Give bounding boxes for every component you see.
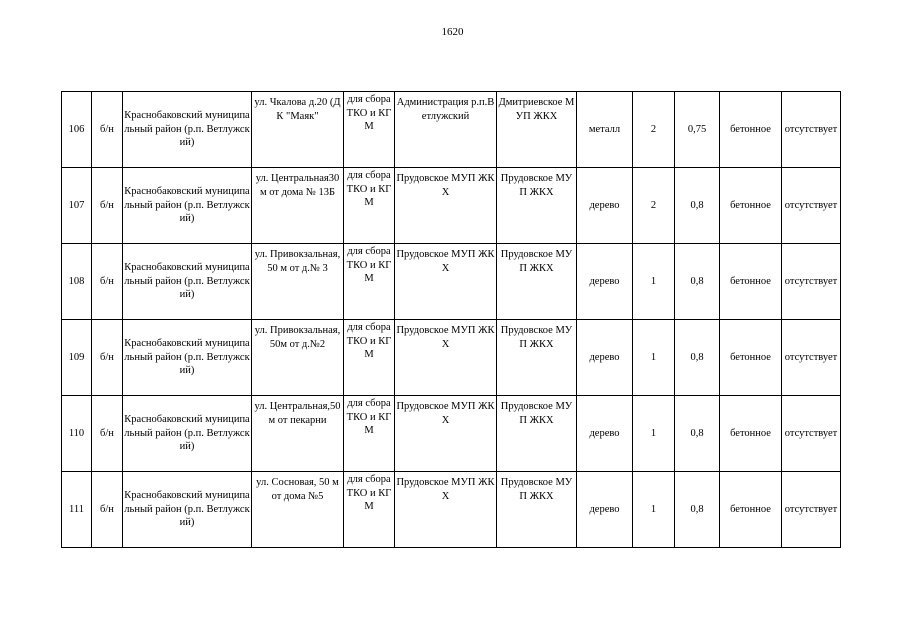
table-row: [62, 244, 841, 320]
cell-material: дерево: [577, 472, 633, 548]
cell-surface: бетонное: [720, 244, 782, 320]
cell-registration: б/н: [92, 244, 123, 320]
cell-operator: Прудовское МУП ЖКХ: [497, 472, 577, 548]
cell-owner: Прудовское МУП ЖКХ: [395, 244, 497, 320]
cell-operator: Прудовское МУП ЖКХ: [497, 396, 577, 472]
cell-owner: Прудовское МУП ЖКХ: [395, 396, 497, 472]
cell-row-number: 107: [62, 168, 92, 244]
cell-owner: Прудовское МУП ЖКХ: [395, 472, 497, 548]
cell-volume: 0,75: [675, 92, 720, 168]
table-row: [62, 396, 841, 472]
cell-owner: Администрация р.п.Ветлужский: [395, 92, 497, 168]
cell-district: Краснобаковский муниципальный район (р.п. Ветлужский): [123, 92, 252, 168]
cell-purpose: для сбора ТКО и КГМ: [344, 472, 395, 548]
cell-volume: 0,8: [675, 396, 720, 472]
cell-purpose: для сбора ТКО и КГМ: [344, 320, 395, 396]
cell-container-count: 1: [633, 396, 675, 472]
cell-volume: 0,8: [675, 320, 720, 396]
cell-registration: б/н: [92, 396, 123, 472]
cell-fence: отсутствует: [782, 320, 841, 396]
cell-owner: Прудовское МУП ЖКХ: [395, 168, 497, 244]
cell-purpose: для сбора ТКО и КГМ: [344, 168, 395, 244]
cell-container-count: 2: [633, 92, 675, 168]
cell-material: дерево: [577, 244, 633, 320]
cell-registration: б/н: [92, 320, 123, 396]
cell-fence: отсутствует: [782, 92, 841, 168]
cell-owner: Прудовское МУП ЖКХ: [395, 320, 497, 396]
cell-row-number: 109: [62, 320, 92, 396]
cell-address: ул. Сосновая, 50 м от дома №5: [252, 472, 344, 548]
table-row: [62, 168, 841, 244]
cell-surface: бетонное: [720, 92, 782, 168]
cell-row-number: 108: [62, 244, 92, 320]
cell-address: ул. Центральная,50 м от пекарни: [252, 396, 344, 472]
cell-operator: Прудовское МУП ЖКХ: [497, 244, 577, 320]
waste-site-registry-table: [61, 91, 841, 548]
cell-fence: отсутствует: [782, 168, 841, 244]
cell-container-count: 2: [633, 168, 675, 244]
cell-purpose: для сбора ТКО и КГМ: [344, 92, 395, 168]
cell-district: Краснобаковский муниципальный район (р.п. Ветлужский): [123, 244, 252, 320]
table-row: [62, 472, 841, 548]
cell-row-number: 106: [62, 92, 92, 168]
cell-container-count: 1: [633, 244, 675, 320]
cell-district: Краснобаковский муниципальный район (р.п. Ветлужский): [123, 168, 252, 244]
table-row: [62, 92, 841, 168]
cell-address: ул. Привокзальная,50 м от д.№ 3: [252, 244, 344, 320]
cell-row-number: 111: [62, 472, 92, 548]
cell-material: металл: [577, 92, 633, 168]
cell-purpose: для сбора ТКО и КГМ: [344, 396, 395, 472]
cell-registration: б/н: [92, 472, 123, 548]
cell-address: ул. Чкалова д.20 (ДК "Маяк": [252, 92, 344, 168]
cell-material: дерево: [577, 396, 633, 472]
cell-volume: 0,8: [675, 472, 720, 548]
cell-volume: 0,8: [675, 168, 720, 244]
cell-surface: бетонное: [720, 320, 782, 396]
cell-purpose: для сбора ТКО и КГМ: [344, 244, 395, 320]
cell-operator: Прудовское МУП ЖКХ: [497, 168, 577, 244]
cell-operator: Дмитриевское МУП ЖКХ: [497, 92, 577, 168]
cell-operator: Прудовское МУП ЖКХ: [497, 320, 577, 396]
page-number: 1620: [441, 26, 464, 38]
cell-fence: отсутствует: [782, 244, 841, 320]
cell-material: дерево: [577, 320, 633, 396]
cell-district: Краснобаковский муниципальный район (р.п. Ветлужский): [123, 472, 252, 548]
cell-district: Краснобаковский муниципальный район (р.п. Ветлужский): [123, 320, 252, 396]
cell-material: дерево: [577, 168, 633, 244]
cell-row-number: 110: [62, 396, 92, 472]
cell-address: ул. Привокзальная,50м от д.№2: [252, 320, 344, 396]
cell-registration: б/н: [92, 168, 123, 244]
cell-container-count: 1: [633, 320, 675, 396]
cell-address: ул. Центральная30м от дома № 13Б: [252, 168, 344, 244]
cell-registration: б/н: [92, 92, 123, 168]
cell-surface: бетонное: [720, 472, 782, 548]
cell-volume: 0,8: [675, 244, 720, 320]
table-row: [62, 320, 841, 396]
cell-fence: отсутствует: [782, 472, 841, 548]
cell-surface: бетонное: [720, 168, 782, 244]
cell-container-count: 1: [633, 472, 675, 548]
cell-fence: отсутствует: [782, 396, 841, 472]
cell-surface: бетонное: [720, 396, 782, 472]
cell-district: Краснобаковский муниципальный район (р.п. Ветлужский): [123, 396, 252, 472]
